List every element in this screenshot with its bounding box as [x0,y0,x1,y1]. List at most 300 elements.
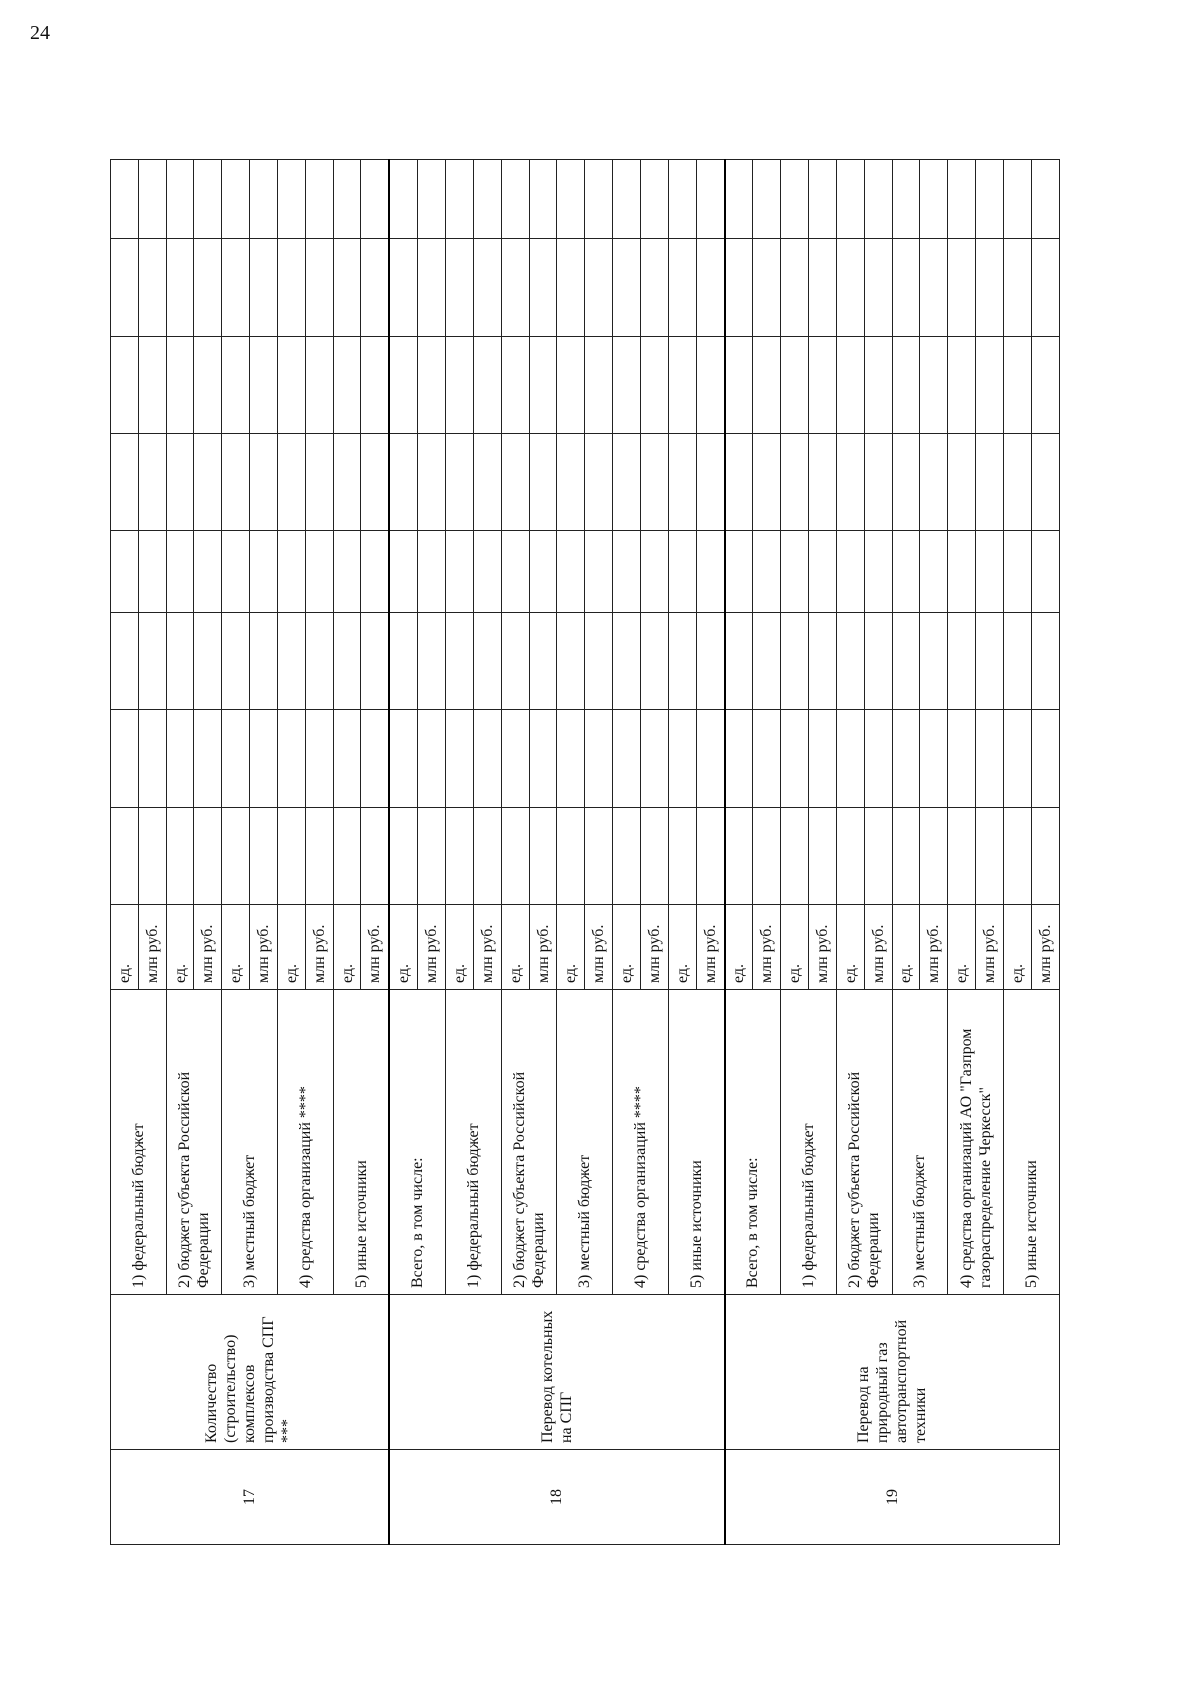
unit-cell: ед. [389,905,417,990]
empty-value-cell [333,434,361,531]
empty-value-cell [809,613,837,710]
unit-cell: ед. [557,905,585,990]
empty-value-cell [753,808,781,905]
empty-value-cell [948,239,976,337]
empty-value-cell [613,337,641,434]
empty-value-cell [501,613,529,710]
empty-value-cell [1031,613,1059,710]
table-row [111,160,139,1545]
empty-value-cell [222,531,250,613]
empty-value-cell [640,613,668,710]
empty-value-cell [892,239,920,337]
funding-source-cell: 5) иные источники [668,990,724,1295]
empty-value-cell [250,710,278,808]
empty-value-cell [948,613,976,710]
empty-value-cell [864,337,892,434]
empty-value-cell [389,710,417,808]
empty-value-cell [725,710,753,808]
empty-value-cell [418,239,446,337]
empty-value-cell [976,808,1004,905]
empty-value-cell [138,160,166,239]
empty-value-cell [277,808,305,905]
empty-value-cell [166,239,194,337]
empty-value-cell [250,808,278,905]
empty-value-cell [753,434,781,531]
unit-cell: млн руб. [138,905,166,990]
empty-value-cell [389,337,417,434]
empty-value-cell [166,337,194,434]
empty-value-cell [166,531,194,613]
empty-value-cell [753,160,781,239]
empty-value-cell [361,337,389,434]
empty-value-cell [809,239,837,337]
unit-cell: млн руб. [640,905,668,990]
empty-value-cell [305,710,333,808]
empty-value-cell [976,613,1004,710]
empty-value-cell [1031,337,1059,434]
empty-value-cell [446,531,474,613]
empty-value-cell [948,434,976,531]
unit-cell: млн руб. [473,905,501,990]
empty-value-cell [668,808,696,905]
empty-value-cell [446,434,474,531]
empty-value-cell [668,434,696,531]
empty-value-cell [725,434,753,531]
empty-value-cell [948,710,976,808]
empty-value-cell [501,808,529,905]
funding-source-cell: 2) бюджет субъекта Российской Федерации [836,990,892,1295]
empty-value-cell [948,531,976,613]
empty-value-cell [1003,613,1031,710]
empty-value-cell [585,160,613,239]
empty-value-cell [781,434,809,531]
empty-value-cell [948,808,976,905]
empty-value-cell [250,613,278,710]
empty-value-cell [194,434,222,531]
funding-source-cell: 1) федеральный бюджет [111,990,167,1295]
funding-source-cell: 3) местный бюджет [892,990,948,1295]
empty-value-cell [501,434,529,531]
table-row [389,160,417,1545]
empty-value-cell [892,808,920,905]
funding-source-cell: 2) бюджет субъекта Российской Федерации [501,990,557,1295]
empty-value-cell [333,710,361,808]
row-number-cell: 17 [111,1450,390,1545]
empty-value-cell [1003,337,1031,434]
empty-value-cell [529,808,557,905]
funding-source-cell: 3) местный бюджет [557,990,613,1295]
funding-source-cell: 4) средства организаций **** [613,990,669,1295]
empty-value-cell [585,434,613,531]
empty-value-cell [222,710,250,808]
empty-value-cell [640,434,668,531]
empty-value-cell [222,239,250,337]
empty-value-cell [333,239,361,337]
funding-source-cell: 4) средства организаций **** [277,990,333,1295]
empty-value-cell [781,239,809,337]
unit-cell: ед. [277,905,305,990]
empty-value-cell [976,434,1004,531]
empty-value-cell [920,239,948,337]
rotated-table-wrapper [110,160,1060,1545]
empty-value-cell [892,710,920,808]
empty-value-cell [418,808,446,905]
table-body [111,160,1060,1545]
empty-value-cell [725,613,753,710]
empty-value-cell [529,710,557,808]
empty-value-cell [920,710,948,808]
empty-value-cell [222,808,250,905]
empty-value-cell [781,531,809,613]
empty-value-cell [473,160,501,239]
empty-value-cell [892,160,920,239]
empty-value-cell [864,160,892,239]
empty-value-cell [781,337,809,434]
empty-value-cell [585,239,613,337]
unit-cell: млн руб. [585,905,613,990]
empty-value-cell [529,613,557,710]
empty-value-cell [836,710,864,808]
unit-cell: ед. [111,905,139,990]
empty-value-cell [473,531,501,613]
empty-value-cell [418,160,446,239]
empty-value-cell [809,434,837,531]
empty-value-cell [111,613,139,710]
empty-value-cell [473,613,501,710]
empty-value-cell [166,434,194,531]
empty-value-cell [194,613,222,710]
unit-cell: млн руб. [361,905,389,990]
empty-value-cell [473,239,501,337]
empty-value-cell [138,434,166,531]
empty-value-cell [892,613,920,710]
empty-value-cell [585,337,613,434]
empty-value-cell [111,337,139,434]
empty-value-cell [529,160,557,239]
empty-value-cell [585,808,613,905]
empty-value-cell [557,434,585,531]
funding-source-cell: 1) федеральный бюджет [446,990,502,1295]
empty-value-cell [892,337,920,434]
empty-value-cell [585,531,613,613]
empty-value-cell [333,531,361,613]
empty-value-cell [725,808,753,905]
empty-value-cell [250,239,278,337]
empty-value-cell [640,337,668,434]
empty-value-cell [696,808,724,905]
empty-value-cell [418,613,446,710]
unit-cell: ед. [222,905,250,990]
empty-value-cell [864,710,892,808]
empty-value-cell [446,160,474,239]
empty-value-cell [585,613,613,710]
empty-value-cell [836,434,864,531]
empty-value-cell [111,239,139,337]
empty-value-cell [277,434,305,531]
empty-value-cell [668,337,696,434]
empty-value-cell [809,710,837,808]
empty-value-cell [668,531,696,613]
empty-value-cell [446,710,474,808]
unit-cell: млн руб. [194,905,222,990]
empty-value-cell [529,337,557,434]
empty-value-cell [557,531,585,613]
empty-value-cell [1003,531,1031,613]
empty-value-cell [166,710,194,808]
empty-value-cell [111,531,139,613]
unit-cell: ед. [725,905,753,990]
empty-value-cell [976,239,1004,337]
empty-value-cell [333,337,361,434]
empty-value-cell [111,434,139,531]
empty-value-cell [361,710,389,808]
funding-source-cell: 5) иные источники [333,990,389,1295]
empty-value-cell [920,613,948,710]
empty-value-cell [305,160,333,239]
empty-value-cell [138,531,166,613]
empty-value-cell [668,160,696,239]
empty-value-cell [361,239,389,337]
empty-value-cell [501,531,529,613]
empty-value-cell [1003,710,1031,808]
empty-value-cell [389,531,417,613]
empty-value-cell [809,337,837,434]
indicator-name-cell: Перевод котельных на СПГ [389,1295,724,1450]
empty-value-cell [361,531,389,613]
empty-value-cell [194,710,222,808]
funding-source-cell: Всего, в том числе: [389,990,445,1295]
empty-value-cell [725,337,753,434]
empty-value-cell [305,239,333,337]
empty-value-cell [111,808,139,905]
empty-value-cell [640,160,668,239]
empty-value-cell [557,239,585,337]
empty-value-cell [920,808,948,905]
empty-value-cell [389,239,417,337]
empty-value-cell [418,531,446,613]
empty-value-cell [640,808,668,905]
unit-cell: млн руб. [864,905,892,990]
empty-value-cell [613,808,641,905]
empty-value-cell [668,239,696,337]
empty-value-cell [138,337,166,434]
empty-value-cell [781,160,809,239]
empty-value-cell [557,613,585,710]
empty-value-cell [613,239,641,337]
page-number-mark: 24 [30,22,50,44]
empty-value-cell [613,434,641,531]
empty-value-cell [557,337,585,434]
empty-value-cell [836,239,864,337]
empty-value-cell [976,160,1004,239]
empty-value-cell [696,337,724,434]
empty-value-cell [277,710,305,808]
unit-cell: ед. [446,905,474,990]
empty-value-cell [725,531,753,613]
empty-value-cell [138,613,166,710]
indicator-name-cell: Количество (строительство) комплексов производства СПГ *** [111,1295,390,1450]
empty-value-cell [389,434,417,531]
unit-cell: ед. [892,905,920,990]
empty-value-cell [389,160,417,239]
unit-cell: млн руб. [250,905,278,990]
unit-cell: ед. [333,905,361,990]
empty-value-cell [473,808,501,905]
empty-value-cell [277,531,305,613]
empty-value-cell [361,434,389,531]
empty-value-cell [194,808,222,905]
empty-value-cell [557,808,585,905]
unit-cell: ед. [668,905,696,990]
unit-cell: млн руб. [809,905,837,990]
empty-value-cell [920,337,948,434]
empty-value-cell [1031,434,1059,531]
empty-value-cell [948,160,976,239]
empty-value-cell [948,337,976,434]
empty-value-cell [696,531,724,613]
empty-value-cell [781,808,809,905]
empty-value-cell [613,160,641,239]
empty-value-cell [277,613,305,710]
empty-value-cell [836,531,864,613]
empty-value-cell [250,531,278,613]
unit-cell: ед. [836,905,864,990]
funding-source-cell: 4) средства организаций АО "Газпром газораспределение Черкесск" [948,990,1004,1295]
empty-value-cell [473,710,501,808]
empty-value-cell [250,434,278,531]
empty-value-cell [361,613,389,710]
empty-value-cell [529,434,557,531]
empty-value-cell [166,613,194,710]
empty-value-cell [446,337,474,434]
empty-value-cell [250,160,278,239]
empty-value-cell [753,710,781,808]
funding-source-cell: 1) федеральный бюджет [781,990,837,1295]
empty-value-cell [640,710,668,808]
empty-value-cell [892,531,920,613]
empty-value-cell [753,531,781,613]
row-number-cell: 19 [725,1450,1060,1545]
empty-value-cell [696,160,724,239]
empty-value-cell [892,434,920,531]
empty-value-cell [753,239,781,337]
empty-value-cell [473,337,501,434]
empty-value-cell [781,613,809,710]
empty-value-cell [668,710,696,808]
unit-cell: ед. [166,905,194,990]
empty-value-cell [1031,710,1059,808]
table-row [725,160,753,1545]
empty-value-cell [501,710,529,808]
empty-value-cell [361,808,389,905]
empty-value-cell [194,160,222,239]
empty-value-cell [809,531,837,613]
empty-value-cell [361,160,389,239]
empty-value-cell [222,434,250,531]
empty-value-cell [864,531,892,613]
empty-value-cell [1031,160,1059,239]
funding-source-cell: 2) бюджет субъекта Российской Федерации [166,990,222,1295]
empty-value-cell [696,710,724,808]
empty-value-cell [111,710,139,808]
unit-cell: ед. [501,905,529,990]
empty-value-cell [389,808,417,905]
empty-value-cell [976,337,1004,434]
empty-value-cell [333,613,361,710]
funding-source-cell: Всего, в том числе: [725,990,781,1295]
empty-value-cell [1003,239,1031,337]
empty-value-cell [194,531,222,613]
empty-value-cell [613,531,641,613]
empty-value-cell [222,160,250,239]
empty-value-cell [529,239,557,337]
unit-cell: млн руб. [696,905,724,990]
unit-cell: ед. [781,905,809,990]
empty-value-cell [1003,808,1031,905]
empty-value-cell [809,808,837,905]
empty-value-cell [753,613,781,710]
empty-value-cell [920,160,948,239]
empty-value-cell [836,337,864,434]
empty-value-cell [138,808,166,905]
empty-value-cell [446,613,474,710]
row-number-cell: 18 [389,1450,724,1545]
empty-value-cell [222,337,250,434]
empty-value-cell [501,239,529,337]
empty-value-cell [501,337,529,434]
empty-value-cell [976,531,1004,613]
empty-value-cell [1031,239,1059,337]
unit-cell: млн руб. [529,905,557,990]
empty-value-cell [1003,434,1031,531]
empty-value-cell [864,239,892,337]
empty-value-cell [696,613,724,710]
empty-value-cell [446,239,474,337]
empty-value-cell [1031,531,1059,613]
funding-source-cell: 5) иные источники [1003,990,1059,1295]
empty-value-cell [696,239,724,337]
empty-value-cell [557,160,585,239]
unit-cell: ед. [948,905,976,990]
empty-value-cell [668,613,696,710]
empty-value-cell [753,337,781,434]
empty-value-cell [305,531,333,613]
empty-value-cell [333,808,361,905]
empty-value-cell [725,160,753,239]
empty-value-cell [166,160,194,239]
empty-value-cell [781,710,809,808]
empty-value-cell [138,710,166,808]
empty-value-cell [1031,808,1059,905]
empty-value-cell [809,160,837,239]
empty-value-cell [194,337,222,434]
empty-value-cell [613,613,641,710]
empty-value-cell [696,434,724,531]
unit-cell: млн руб. [305,905,333,990]
empty-value-cell [640,239,668,337]
empty-value-cell [305,434,333,531]
empty-value-cell [194,239,222,337]
empty-value-cell [389,613,417,710]
unit-cell: млн руб. [418,905,446,990]
empty-value-cell [976,710,1004,808]
empty-value-cell [864,613,892,710]
empty-value-cell [333,160,361,239]
empty-value-cell [613,710,641,808]
empty-value-cell [501,160,529,239]
empty-value-cell [418,434,446,531]
empty-value-cell [418,710,446,808]
